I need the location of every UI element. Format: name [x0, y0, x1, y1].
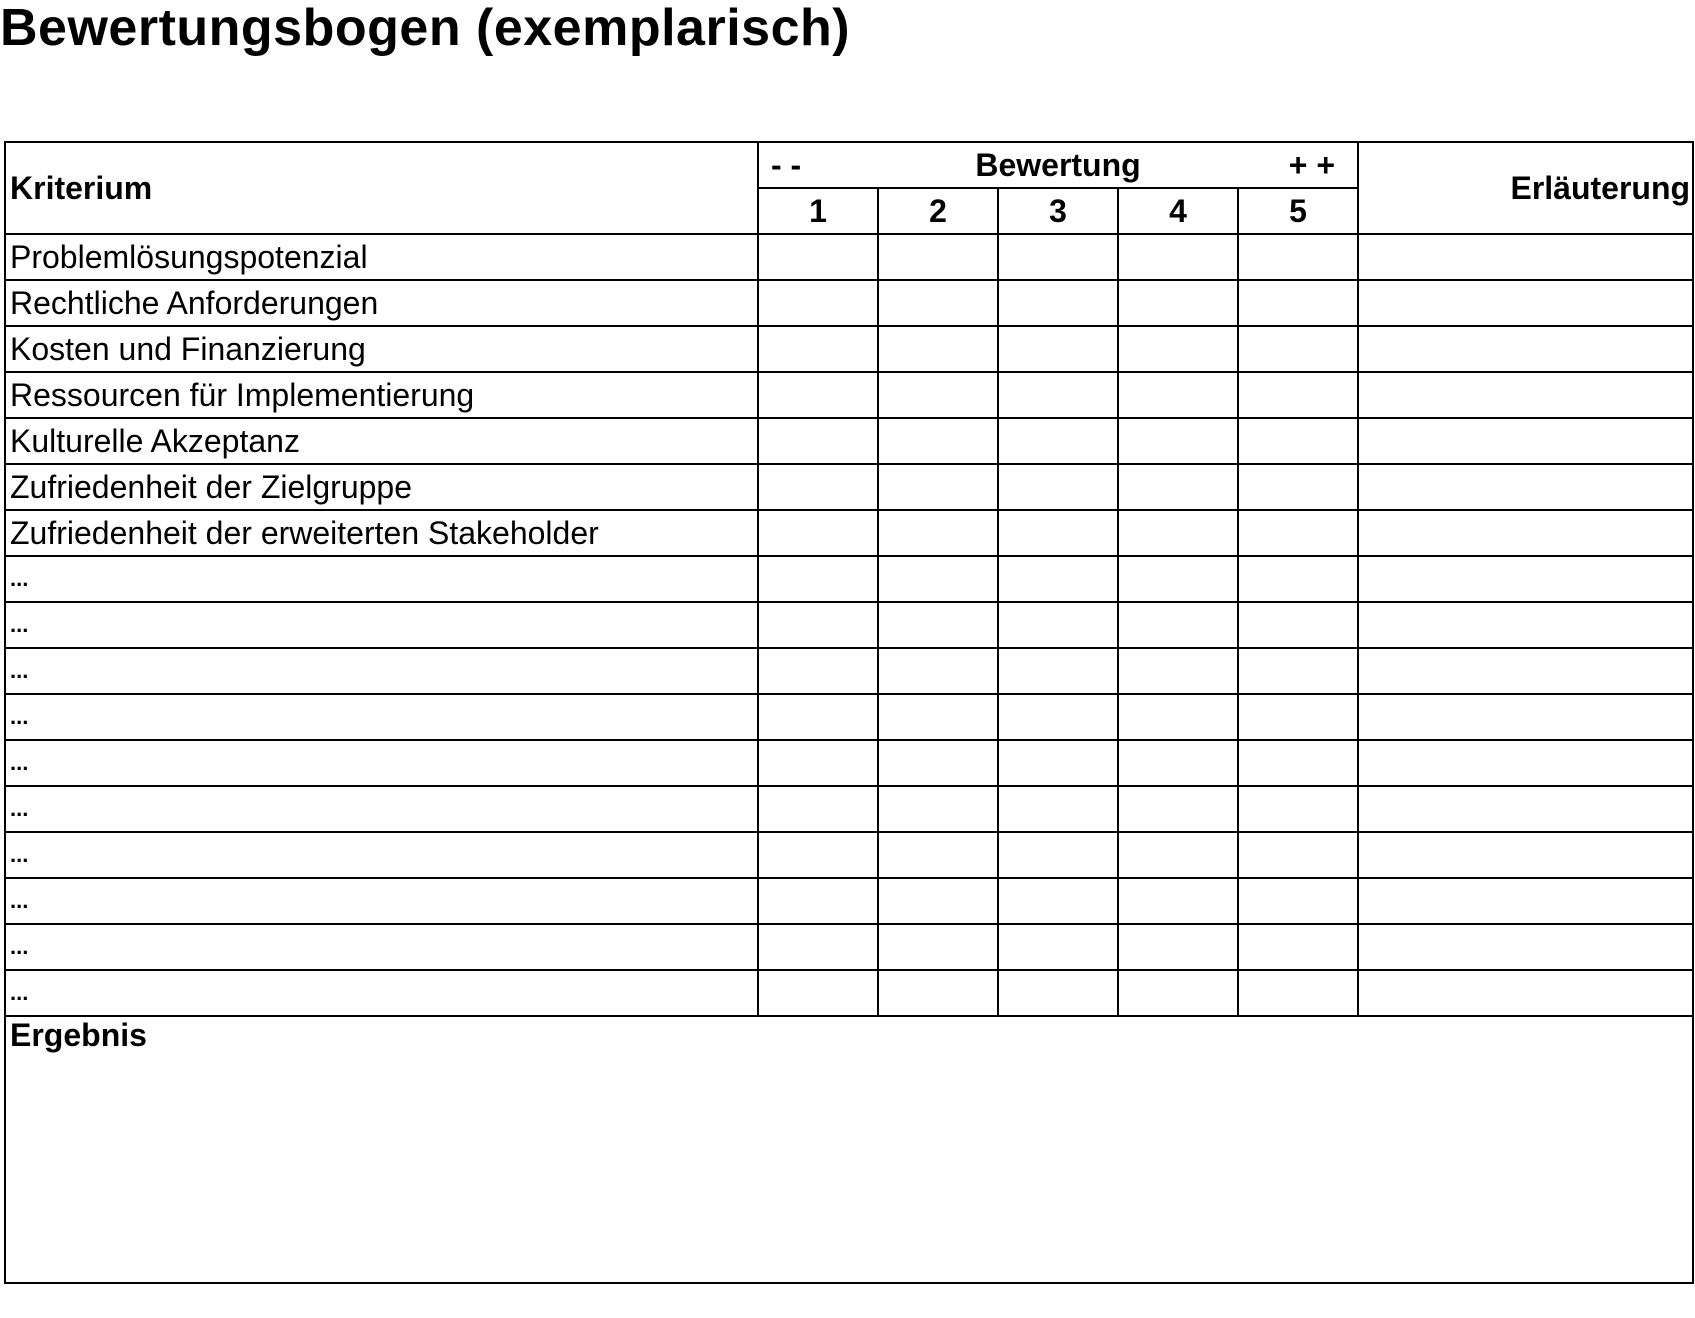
criterion-label: ... — [5, 786, 758, 832]
rating-cell-4[interactable] — [1118, 878, 1238, 924]
rating-cell-1[interactable] — [758, 372, 878, 418]
table-row — [5, 648, 1693, 694]
scale-header-4: 4 — [1118, 188, 1238, 234]
table-row — [5, 694, 1693, 740]
rating-cell-3[interactable] — [998, 280, 1118, 326]
table-row — [5, 326, 1693, 372]
explanation-cell[interactable] — [1358, 740, 1693, 786]
criterion-label: Zufriedenheit der Zielgruppe — [5, 464, 758, 510]
explanation-cell[interactable] — [1358, 786, 1693, 832]
rating-cell-1[interactable] — [758, 694, 878, 740]
rating-cell-1[interactable] — [758, 234, 878, 280]
explanation-cell[interactable] — [1358, 464, 1693, 510]
rating-cell-2[interactable] — [878, 694, 998, 740]
rating-cell-4[interactable] — [1118, 280, 1238, 326]
rating-cell-5[interactable] — [1238, 556, 1358, 602]
rating-cell-1[interactable] — [758, 878, 878, 924]
rating-cell-4[interactable] — [1118, 464, 1238, 510]
rating-cell-3[interactable] — [998, 234, 1118, 280]
table-row — [5, 510, 1693, 556]
rating-cell-2[interactable] — [878, 234, 998, 280]
rating-cell-3[interactable] — [998, 648, 1118, 694]
rating-cell-2[interactable] — [878, 878, 998, 924]
rating-cell-2[interactable] — [878, 970, 998, 1016]
table-row — [5, 832, 1693, 878]
rating-cell-5[interactable] — [1238, 510, 1358, 556]
criterion-label: ... — [5, 740, 758, 786]
rating-cell-5[interactable] — [1238, 786, 1358, 832]
criterion-label: Problemlösungspotenzial — [5, 234, 758, 280]
table-row — [5, 556, 1693, 602]
rating-cell-2[interactable] — [878, 740, 998, 786]
rating-high-marker: + + — [1288, 147, 1336, 183]
rating-cell-5[interactable] — [1238, 234, 1358, 280]
rating-cell-4[interactable] — [1118, 602, 1238, 648]
criterion-header: Kriterium — [5, 142, 758, 234]
rating-cell-5[interactable] — [1238, 464, 1358, 510]
rating-cell-2[interactable] — [878, 418, 998, 464]
rating-cell-5[interactable] — [1238, 694, 1358, 740]
rating-cell-3[interactable] — [998, 510, 1118, 556]
header-row-top — [5, 142, 1693, 188]
rating-cell-4[interactable] — [1118, 740, 1238, 786]
rating-cell-5[interactable] — [1238, 280, 1358, 326]
rating-cell-3[interactable] — [998, 602, 1118, 648]
criterion-label: ... — [5, 970, 758, 1016]
evaluation-table — [4, 141, 1694, 1284]
rating-cell-1[interactable] — [758, 832, 878, 878]
rating-cell-5[interactable] — [1238, 326, 1358, 372]
criterion-label: ... — [5, 832, 758, 878]
rating-cell-5[interactable] — [1238, 740, 1358, 786]
rating-cell-4[interactable] — [1118, 234, 1238, 280]
rating-cell-1[interactable] — [758, 556, 878, 602]
rating-cell-3[interactable] — [998, 878, 1118, 924]
rating-cell-4[interactable] — [1118, 694, 1238, 740]
table-row — [5, 372, 1693, 418]
rating-header — [758, 142, 1358, 188]
rating-cell-3[interactable] — [998, 740, 1118, 786]
rating-cell-1[interactable] — [758, 786, 878, 832]
table-row — [5, 464, 1693, 510]
rating-cell-4[interactable] — [1118, 832, 1238, 878]
table-row — [5, 970, 1693, 1016]
explanation-cell[interactable] — [1358, 602, 1693, 648]
rating-header-label: Bewertung — [975, 147, 1141, 183]
rating-cell-3[interactable] — [998, 418, 1118, 464]
rating-cell-3[interactable] — [998, 694, 1118, 740]
table-row — [5, 786, 1693, 832]
rating-cell-2[interactable] — [878, 280, 998, 326]
rating-cell-1[interactable] — [758, 280, 878, 326]
rating-cell-2[interactable] — [878, 510, 998, 556]
table-row — [5, 280, 1693, 326]
rating-cell-2[interactable] — [878, 924, 998, 970]
criterion-label: ... — [5, 694, 758, 740]
scale-header-2: 2 — [878, 188, 998, 234]
explanation-cell[interactable] — [1358, 234, 1693, 280]
rating-cell-1[interactable] — [758, 326, 878, 372]
table-row — [5, 924, 1693, 970]
rating-cell-1[interactable] — [758, 924, 878, 970]
explanation-cell[interactable] — [1358, 924, 1693, 970]
explanation-cell[interactable] — [1358, 648, 1693, 694]
rating-cell-2[interactable] — [878, 556, 998, 602]
explanation-cell[interactable] — [1358, 418, 1693, 464]
rating-cell-1[interactable] — [758, 602, 878, 648]
table-row — [5, 234, 1693, 280]
rating-cell-3[interactable] — [998, 924, 1118, 970]
rating-cell-4[interactable] — [1118, 418, 1238, 464]
criterion-label: ... — [5, 602, 758, 648]
rating-cell-4[interactable] — [1118, 786, 1238, 832]
criterion-label: ... — [5, 878, 758, 924]
rating-cell-5[interactable] — [1238, 832, 1358, 878]
rating-cell-2[interactable] — [878, 602, 998, 648]
table-row — [5, 740, 1693, 786]
rating-cell-5[interactable] — [1238, 648, 1358, 694]
explanation-cell[interactable] — [1358, 326, 1693, 372]
criterion-label: ... — [5, 648, 758, 694]
scale-header-3: 3 — [998, 188, 1118, 234]
rating-cell-1[interactable] — [758, 740, 878, 786]
result-label[interactable]: Ergebnis — [5, 1016, 1693, 1283]
page-title: Bewertungsbogen (exemplarisch) — [0, 0, 851, 57]
explanation-cell[interactable] — [1358, 372, 1693, 418]
rating-cell-4[interactable] — [1118, 648, 1238, 694]
scale-header-1: 1 — [758, 188, 878, 234]
explanation-cell[interactable] — [1358, 556, 1693, 602]
explanation-cell[interactable] — [1358, 694, 1693, 740]
explanation-cell[interactable] — [1358, 510, 1693, 556]
rating-cell-5[interactable] — [1238, 372, 1358, 418]
rating-cell-2[interactable] — [878, 464, 998, 510]
rating-cell-2[interactable] — [878, 786, 998, 832]
explanation-cell[interactable] — [1358, 878, 1693, 924]
rating-cell-2[interactable] — [878, 326, 998, 372]
rating-cell-2[interactable] — [878, 832, 998, 878]
explanation-cell[interactable] — [1358, 970, 1693, 1016]
rating-cell-4[interactable] — [1118, 372, 1238, 418]
criterion-label: ... — [5, 924, 758, 970]
rating-cell-1[interactable] — [758, 510, 878, 556]
rating-cell-5[interactable] — [1238, 418, 1358, 464]
result-row — [5, 1016, 1693, 1283]
rating-cell-1[interactable] — [758, 970, 878, 1016]
rating-cell-3[interactable] — [998, 786, 1118, 832]
rating-cell-3[interactable] — [998, 326, 1118, 372]
rating-cell-2[interactable] — [878, 372, 998, 418]
rating-cell-4[interactable] — [1118, 924, 1238, 970]
rating-cell-4[interactable] — [1118, 510, 1238, 556]
criterion-label: Kosten und Finanzierung — [5, 326, 758, 372]
criterion-label: ... — [5, 556, 758, 602]
rating-cell-4[interactable] — [1118, 556, 1238, 602]
table-row — [5, 602, 1693, 648]
rating-low-marker: - - — [771, 147, 802, 183]
rating-cell-4[interactable] — [1118, 326, 1238, 372]
criterion-label: Zufriedenheit der erweiterten Stakeholder — [5, 510, 758, 556]
rating-cell-5[interactable] — [1238, 970, 1358, 1016]
rating-cell-4[interactable] — [1118, 970, 1238, 1016]
rating-cell-5[interactable] — [1238, 602, 1358, 648]
scale-header-5: 5 — [1238, 188, 1358, 234]
criterion-label: Rechtliche Anforderungen — [5, 280, 758, 326]
rating-cell-5[interactable] — [1238, 924, 1358, 970]
explanation-cell[interactable] — [1358, 280, 1693, 326]
criterion-label: Ressourcen für Implementierung — [5, 372, 758, 418]
rating-cell-3[interactable] — [998, 372, 1118, 418]
rating-cell-3[interactable] — [998, 970, 1118, 1016]
table-row — [5, 878, 1693, 924]
rating-cell-5[interactable] — [1238, 878, 1358, 924]
rating-cell-3[interactable] — [998, 832, 1118, 878]
table-row — [5, 418, 1693, 464]
explanation-cell[interactable] — [1358, 832, 1693, 878]
criterion-label: Kulturelle Akzeptanz — [5, 418, 758, 464]
explanation-header: Erläuterung — [1358, 142, 1693, 234]
rating-cell-2[interactable] — [878, 648, 998, 694]
rating-cell-1[interactable] — [758, 648, 878, 694]
rating-cell-3[interactable] — [998, 464, 1118, 510]
rating-cell-1[interactable] — [758, 464, 878, 510]
rating-cell-3[interactable] — [998, 556, 1118, 602]
rating-cell-1[interactable] — [758, 418, 878, 464]
